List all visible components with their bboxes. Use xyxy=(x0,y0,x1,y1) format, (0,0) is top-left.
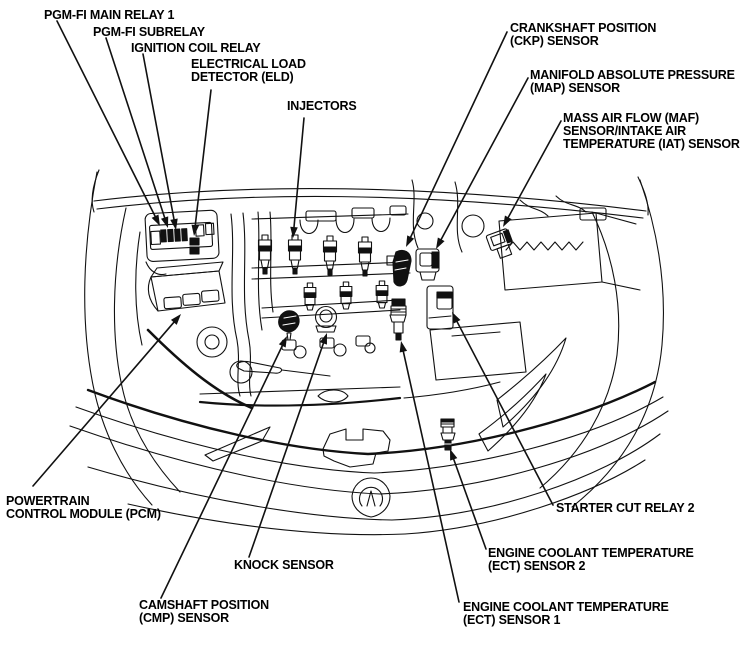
label-line: ELECTRICAL LOAD xyxy=(191,57,306,71)
pulleys xyxy=(197,327,252,383)
label-line: CAMSHAFT POSITION xyxy=(139,598,269,612)
leader-arrowhead-pgm-fi-main-relay-1 xyxy=(152,214,160,226)
label-line: INJECTORS xyxy=(287,99,357,113)
leader-line-pgm-fi-main-relay-1 xyxy=(57,21,157,221)
label-line: PGM-FI SUBRELAY xyxy=(93,25,205,39)
air-cleaner-box xyxy=(499,213,640,290)
injector xyxy=(324,236,337,275)
leader-arrowhead-camshaft-position-cmp-sensor xyxy=(279,336,287,348)
callout-leader-lines xyxy=(33,21,561,602)
front-bumper-curves xyxy=(70,382,668,535)
leader-arrowhead-pgm-fi-subrelay xyxy=(161,216,168,228)
injector xyxy=(359,237,372,276)
leader-arrowhead-injectors xyxy=(290,227,298,238)
leader-arrowhead-mass-air-flow-maf-intake-air-temperature-iat-sensor xyxy=(503,216,512,227)
label-line: KNOCK SENSOR xyxy=(234,558,334,572)
pgm-fi-main-relay-1-component xyxy=(161,230,167,242)
injectors-rear-row xyxy=(304,281,388,310)
label-line: (MAP) SENSOR xyxy=(530,81,620,95)
grille-emblem xyxy=(352,478,390,517)
right-headlight-slivers xyxy=(479,338,566,451)
eld-component xyxy=(190,238,199,254)
pgm-fi-subrelay-component xyxy=(168,229,174,241)
label-line: (CKP) SENSOR xyxy=(510,34,599,48)
injector xyxy=(289,235,302,274)
ect-sensor-1-component xyxy=(390,299,406,340)
relay-slot-4 xyxy=(182,229,188,241)
leader-arrowhead-crankshaft-position-ckp-sensor xyxy=(406,235,414,247)
leader-line-powertrain-control-module-pcm xyxy=(33,319,177,486)
right-fender-lines xyxy=(540,180,663,507)
injector xyxy=(340,282,352,309)
map-sensor-component xyxy=(416,249,439,280)
label-line: DETECTOR (ELD) xyxy=(191,70,294,84)
pcm-component xyxy=(148,262,225,311)
knock-sensor-component xyxy=(316,307,337,333)
engine-mount-bracket-outline xyxy=(323,429,390,467)
label-line: STARTER CUT RELAY 2 xyxy=(556,501,695,515)
starter-cut-relay-2-component xyxy=(427,286,453,329)
ckp-sensor-component xyxy=(387,250,411,285)
leader-arrowhead-engine-coolant-temperature-ect-sensor-2 xyxy=(450,449,457,461)
injectors-front-row xyxy=(259,235,372,276)
intake-runner-lines xyxy=(252,206,606,234)
label-line: (ECT) SENSOR 2 xyxy=(488,559,586,573)
label-line: ENGINE COOLANT TEMPERATURE xyxy=(463,600,669,614)
injector xyxy=(376,281,388,308)
leader-arrowhead-electrical-load-detector-eld xyxy=(191,225,199,236)
label-line: CRANKSHAFT POSITION xyxy=(510,21,657,35)
label-line: CONTROL MODULE (PCM) xyxy=(6,507,161,521)
ignition-coil-relay-component xyxy=(175,229,181,241)
label-line: (CMP) SENSOR xyxy=(139,611,229,625)
label-line: (ECT) SENSOR 1 xyxy=(463,613,561,627)
subframe-lines xyxy=(148,322,526,408)
leader-line-electrical-load-detector-eld xyxy=(195,90,211,230)
left-headlight-sliver xyxy=(205,427,270,461)
label-line: MASS AIR FLOW (MAF) xyxy=(563,111,699,125)
leader-line-camshaft-position-cmp-sensor xyxy=(161,341,284,598)
leader-line-injectors xyxy=(294,118,304,232)
acura-logo xyxy=(360,487,383,506)
hood-cowl-lines xyxy=(92,170,648,218)
leader-line-engine-coolant-temperature-ect-sensor-1 xyxy=(402,347,459,602)
label-line: IGNITION COIL RELAY xyxy=(131,41,261,55)
valve-cover-lines xyxy=(252,262,410,358)
leader-line-manifold-absolute-pressure-map-sensor xyxy=(439,78,528,244)
label-line: TEMPERATURE (IAT) SENSOR xyxy=(563,137,740,151)
cmp-sensor-component xyxy=(279,311,299,340)
label-line: MANIFOLD ABSOLUTE PRESSURE xyxy=(530,68,735,82)
leader-line-engine-coolant-temperature-ect-sensor-2 xyxy=(452,455,486,549)
label-line: POWERTRAIN xyxy=(6,494,90,508)
label-line: PGM-FI MAIN RELAY 1 xyxy=(44,8,175,22)
label-line: SENSOR/INTAKE AIR xyxy=(563,124,686,138)
label-line: ENGINE COOLANT TEMPERATURE xyxy=(488,546,694,560)
leader-arrowhead-manifold-absolute-pressure-map-sensor xyxy=(436,238,445,249)
leader-arrowhead-engine-coolant-temperature-ect-sensor-1 xyxy=(400,341,407,353)
